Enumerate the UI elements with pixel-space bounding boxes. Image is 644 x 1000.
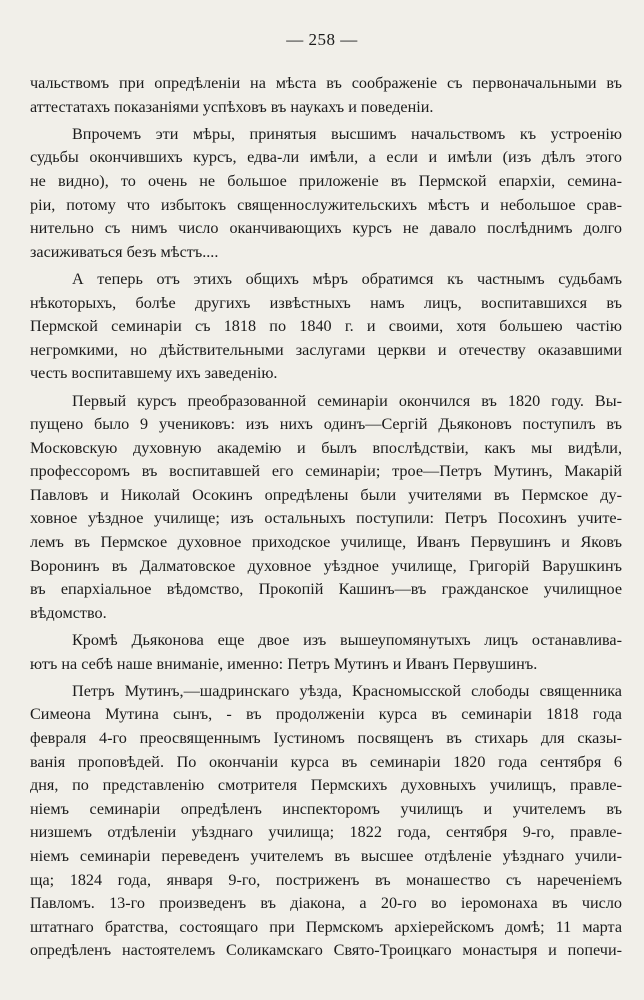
text-line: профессоромъ въ воспитавшей его семинаріи; трое—Петръ Мутинъ, Макарій [30, 462, 622, 481]
text-line: Впрочемъ эти мѣры, принятыя высшимъ начальствомъ къ устроенію [72, 124, 622, 143]
text-line: Первый курсъ преобразованной семинаріи окончился въ 1820 году. Вы- [72, 391, 622, 410]
text-line: не видно), то очень не большое приложеніе въ Пермской епархіи, семина- [30, 171, 622, 190]
paragraph [30, 123, 622, 265]
text-line: засиживаться безъ мѣстъ.... [30, 242, 219, 261]
text-line: Петръ Мутинъ,—шадринскаго уѣзда, Красномысской слободы священника [72, 681, 622, 700]
text-line: Павломъ. 13-го произведенъ въ діакона, а 20-го во іеромонаха въ число [30, 894, 622, 913]
paragraph [30, 629, 622, 676]
text-line: Павловъ и Николай Осокинъ опредѣлены были учителями въ Пермское ду- [30, 485, 622, 504]
text-line: негромкими, но дѣйствительными заслугами церкви и отечеству оказавшими [30, 340, 622, 359]
text-line: честь воспитавшему ихъ заведенію. [30, 364, 278, 383]
text-line: чальствомъ при опредѣленіи на мѣста въ соображеніе съ первоначальными въ [30, 74, 622, 92]
text-line: Московскую духовную академію и былъ впослѣдствіи, какъ мы видѣли, [30, 438, 622, 457]
text-line: Пермской семинаріи съ 1818 по 1840 г. и своими, хотя большею частію [30, 317, 622, 336]
text-line: пущено было 9 учениковъ: изъ нихъ одинъ—Сергій Дьяконовъ поступилъ въ [30, 415, 622, 434]
text-line: Воронинъ въ Далматовское духовное уѣздное училище, Григорій Варушкинъ [30, 556, 622, 575]
text-line: нѣкоторыхъ, болѣе другихъ извѣстныхъ намъ лицъ, воспитавшихся въ [30, 293, 622, 312]
text-line: ща; 1824 года, января 9-го, постриженъ въ монашество съ нареченіемъ [30, 870, 622, 889]
text-line: ніемъ семинаріи опредѣленъ инспекторомъ училищъ и учителемъ въ [30, 799, 622, 818]
text-line: ховное уѣздное училище; изъ остальныхъ поступили: Петръ Посохинъ учите- [30, 509, 622, 528]
text-line: ріи, потому что избытокъ священнослужительскихъ мѣстъ и небольшое срав- [30, 195, 622, 214]
text-line: Кромѣ Дьяконова еще двое изъ вышеупомянутыхъ лицъ останавлива- [72, 631, 622, 650]
paragraph [30, 680, 622, 963]
text-line: февраля 4-го преосвященнымъ Іустиномъ посвященъ въ стихарь для сказы- [30, 729, 622, 747]
body-text [30, 72, 622, 963]
text-line: вѣдомство. [30, 603, 107, 622]
paragraph [30, 72, 622, 119]
text-line: Симеона Мутина сынъ, - въ продолженіи курса въ семинаріи 1818 года [30, 705, 622, 724]
text-line: штатнаго братства, состоящаго при Пермскомъ архіерейскомъ домѣ; 11 марта [30, 917, 622, 936]
text-line: ванія проповѣдей. По окончаніи курса въ семинаріи 1820 года сентября 6 [30, 752, 622, 771]
paragraph [30, 268, 622, 386]
paragraph [30, 390, 622, 626]
text-line: опредѣленъ настоятелемъ Соликамскаго Свято-Троицкаго монастыря и попечи- [30, 941, 622, 960]
text-line: дня, по представленію смотрителя Пермскихъ духовныхъ училищъ, правле- [30, 776, 622, 795]
text-line: въ епархіальное вѣдомство, Прокопій Кашинъ—въ гражданское училищное [30, 580, 622, 599]
text-line: ніемъ семинаріи переведенъ учителемъ въ высшее отдѣленіе уѣзднаго учили- [30, 846, 622, 865]
page-number: — 258 — [286, 30, 358, 49]
text-line: аттестатахъ показаніями успѣховъ въ наукахъ и поведеніи. [30, 97, 434, 116]
text-line: лемъ въ Пермское духовное приходское училище, Иванъ Первушинъ и Яковъ [30, 533, 622, 552]
text-line: А теперь отъ этихъ общихъ мѣръ обратимся къ частнымъ судьбамъ [72, 269, 622, 288]
text-line: ютъ на себѣ наше вниманіе, именно: Петръ Мутинъ и Иванъ Первушинъ. [30, 654, 538, 673]
text-line: низшемъ отдѣленіи уѣзднаго училища; 1822 года, сентября 9-го, правле- [30, 823, 622, 842]
text-line: судьбы окончившихъ курсъ, едва-ли имѣли, а если и имѣли (изъ дѣлъ этого [30, 148, 622, 167]
text-line: нительно съ нимъ число оканчивающихъ курсъ не давало послѣднимъ долго [30, 219, 622, 238]
